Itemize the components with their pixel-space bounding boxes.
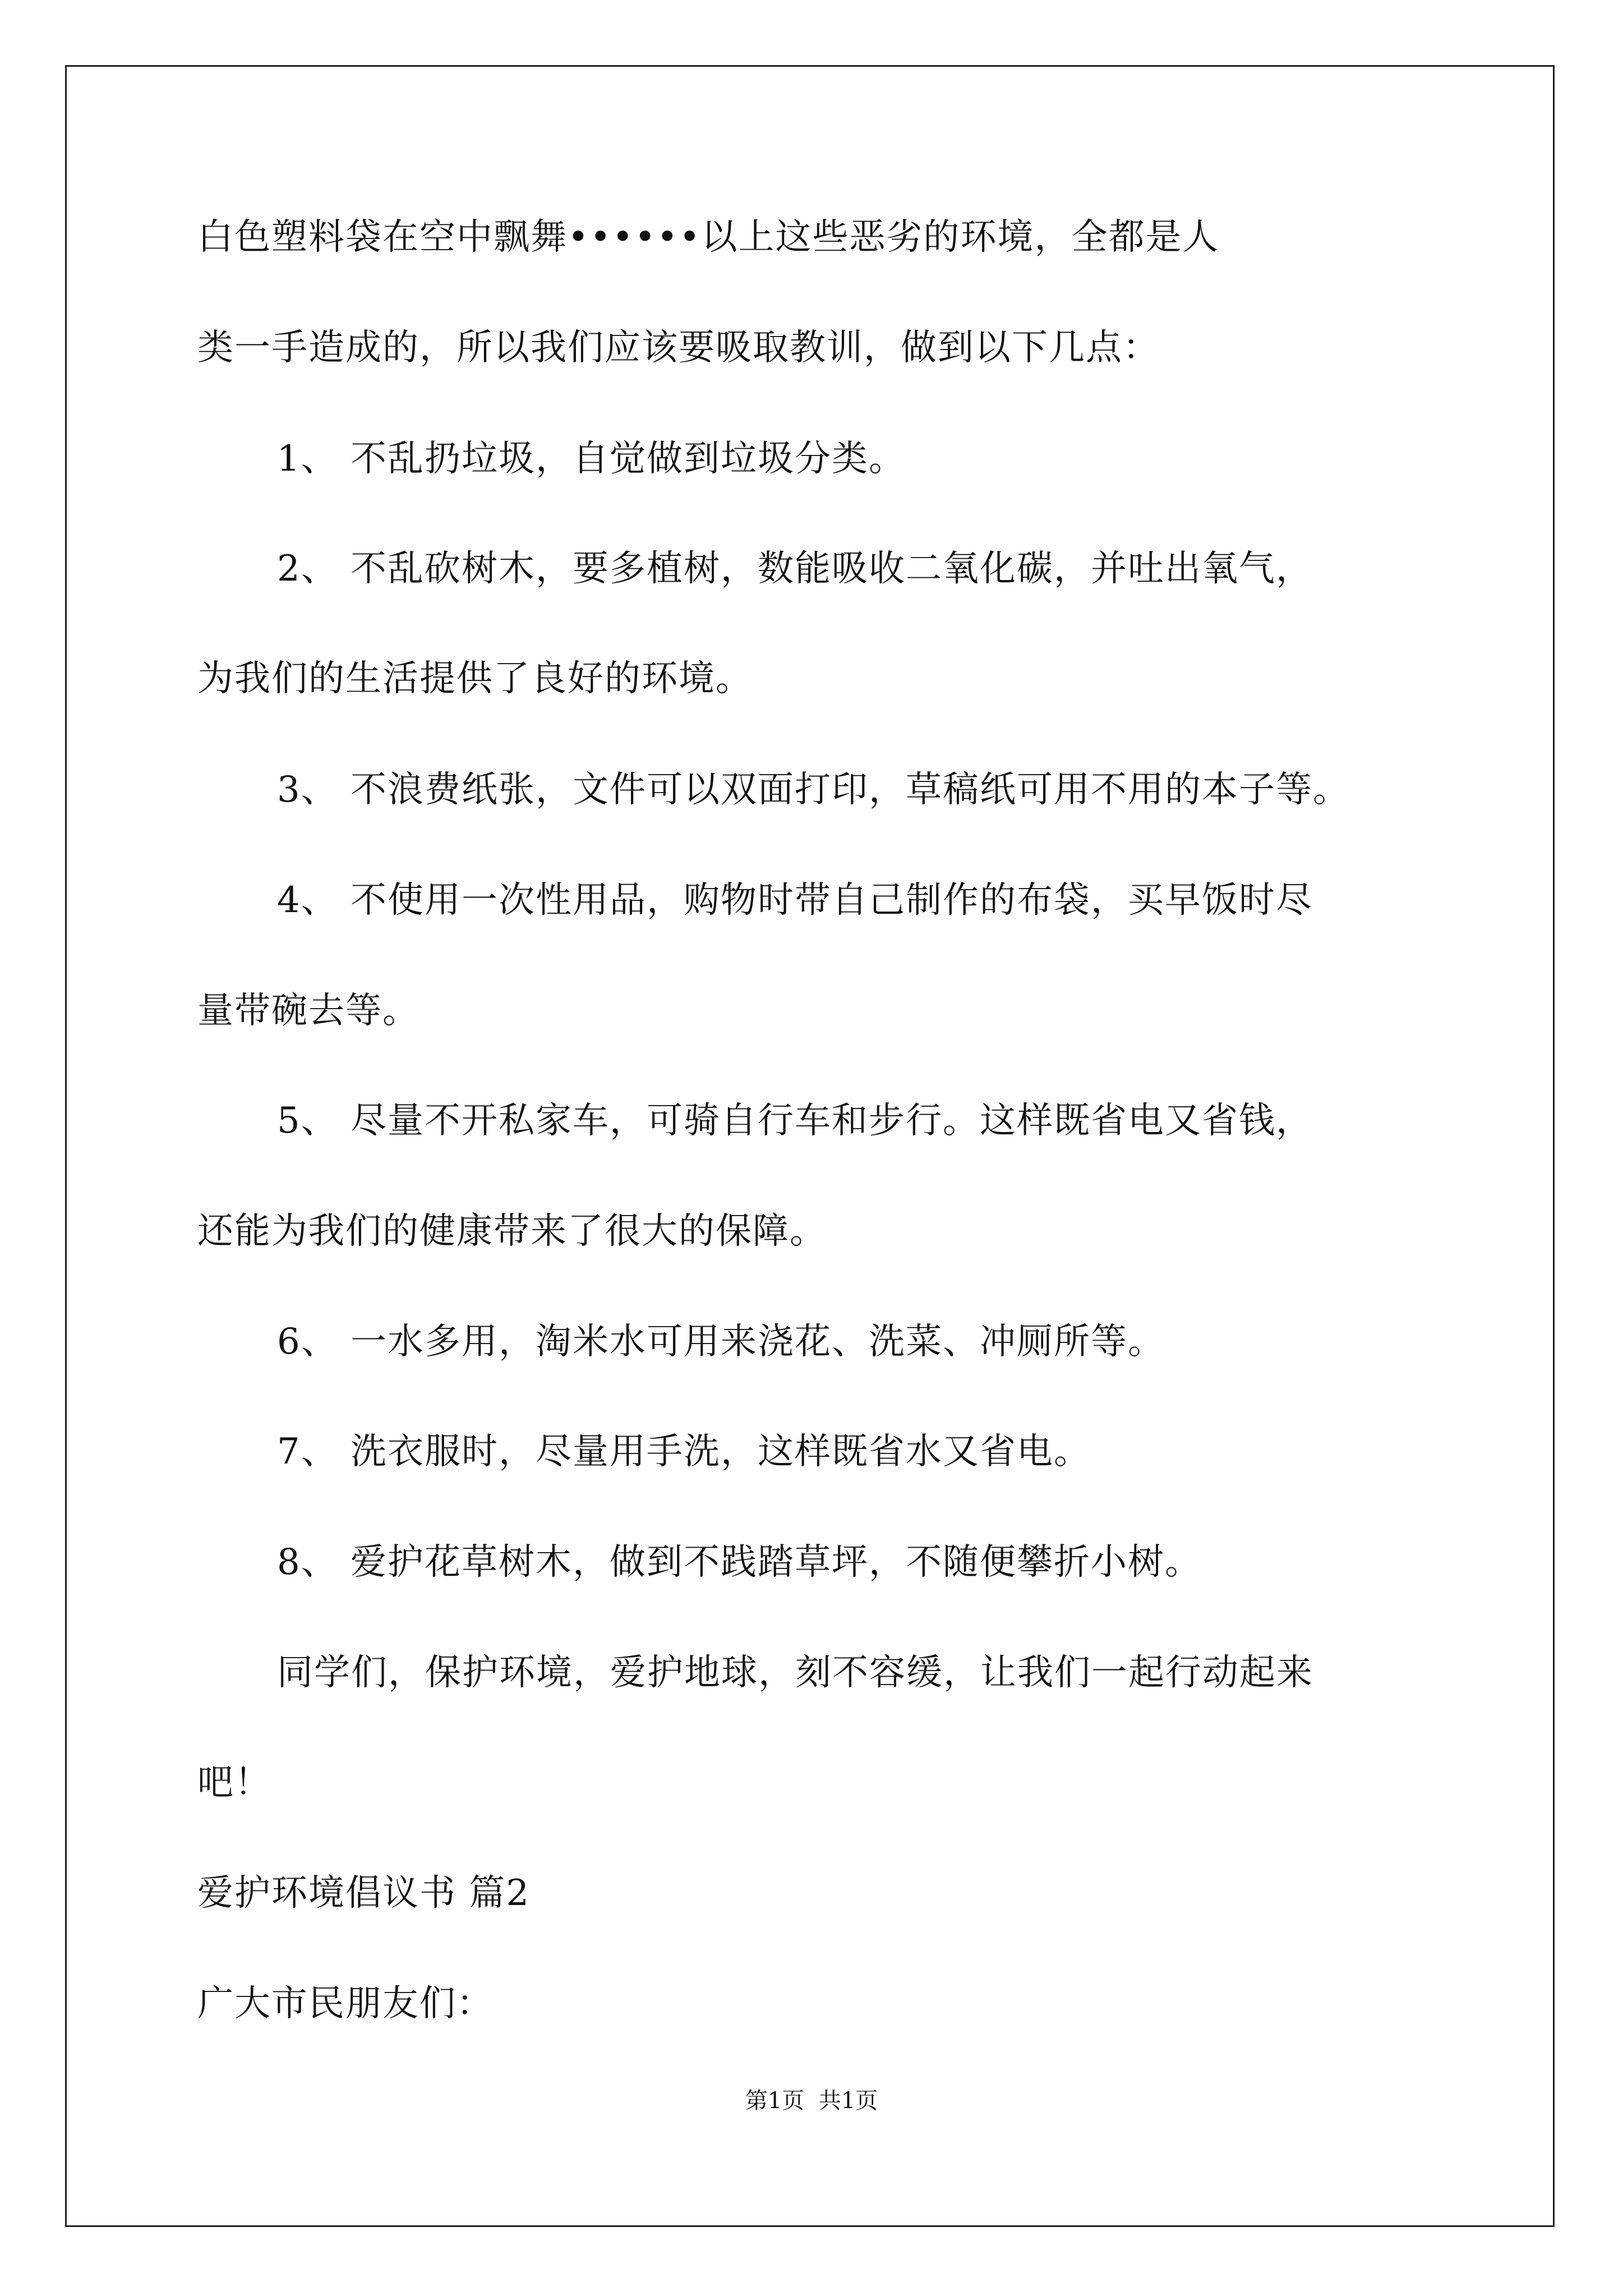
list-item-7: 7、 洗衣服时，尽量用手洗，这样既省水又省电。 — [277, 1431, 1091, 1473]
paragraph-line: 吧！ — [197, 1762, 271, 1803]
list-item-5: 5、 尽量不开私家车，可骑自行车和步行。这样既省电又省钱， — [277, 1100, 1313, 1142]
page-footer: 第1页 共1页 — [745, 2088, 878, 2114]
salutation: 广大市民朋友们： — [197, 1983, 494, 2024]
list-item-3: 3、 不浪费纸张，文件可以双面打印，草稿纸可用不用的本子等。 — [277, 769, 1350, 811]
paragraph-line: 为我们的生活提供了良好的环境。 — [197, 658, 753, 700]
paragraph-line: 量带碗去等。 — [197, 990, 419, 1032]
paragraph-line: 同学们，保护环境，爱护地球，刻不容缓，让我们一起行动起来 — [277, 1652, 1313, 1694]
list-item-1: 1、 不乱扔垃圾，自觉做到垃圾分类。 — [277, 438, 906, 480]
list-item-4: 4、 不使用一次性用品，购物时带自己制作的布袋，买早饭时尽 — [277, 880, 1313, 921]
paragraph-line: 类一手造成的，所以我们应该要吸取教训，做到以下几点： — [197, 327, 1160, 369]
section-heading: 爱护环境倡议书 篇2 — [197, 1872, 531, 1914]
paragraph-line: 白色塑料袋在空中飘舞••••••以上这些恶劣的环境，全都是人 — [197, 217, 1220, 258]
list-item-8: 8、 爱护花草树木，做到不践踏草坪，不随便攀折小树。 — [277, 1542, 1202, 1583]
paragraph-line: 还能为我们的健康带来了很大的保障。 — [197, 1211, 827, 1252]
list-item-6: 6、 一水多用，淘米水可用来浇花、洗菜、冲厕所等。 — [277, 1321, 1165, 1363]
list-item-2: 2、 不乱砍树木，要多植树，数能吸收二氧化碳，并吐出氧气， — [277, 548, 1313, 590]
